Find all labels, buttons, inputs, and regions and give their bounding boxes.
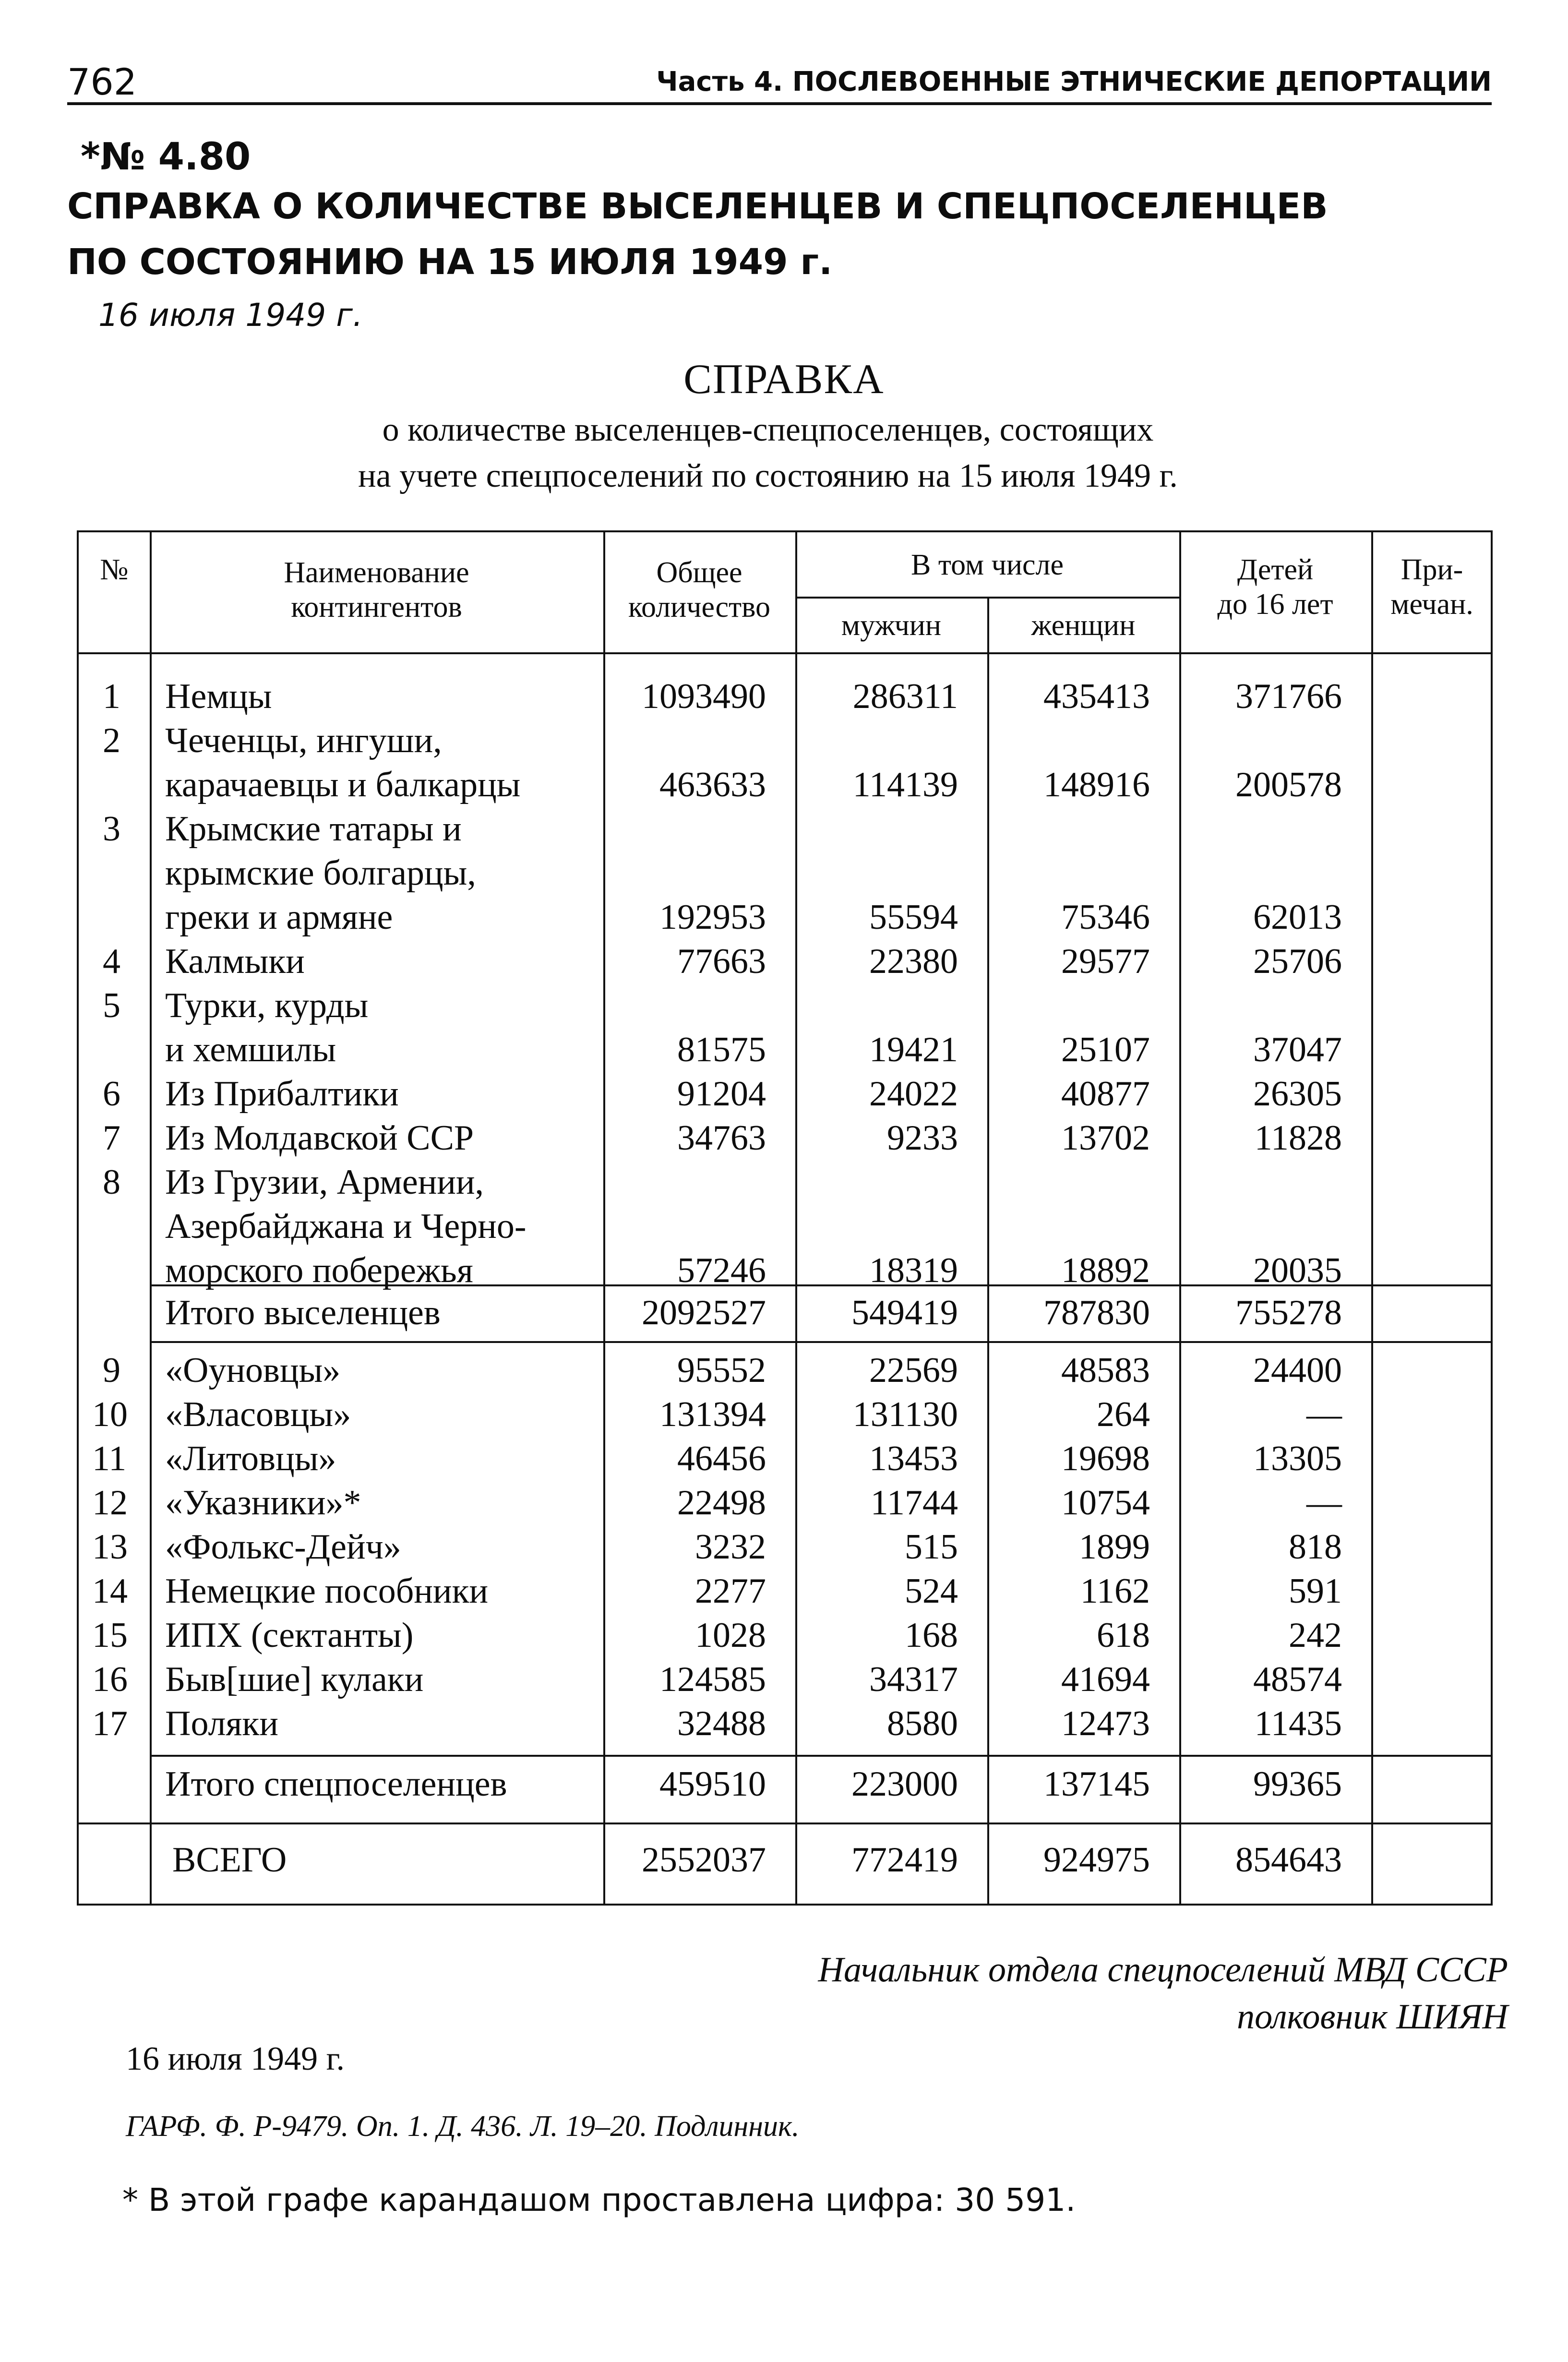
spravka-heading: СПРАВКА	[683, 356, 885, 403]
header-total	[603, 555, 795, 624]
row-name: «Оуновцы»	[165, 1351, 341, 1390]
subtotal-children: 755278	[1235, 1293, 1342, 1332]
row-women: 435413	[1043, 677, 1150, 716]
row-name-line: и хемшилы	[165, 1030, 336, 1069]
row-total: 77663	[677, 942, 766, 981]
grand-total-total: 2552037	[642, 1840, 766, 1880]
row-name: Быв[шие] кулаки	[165, 1660, 424, 1699]
row-name: Немецкие пособники	[165, 1571, 489, 1611]
row-name-line: Турки, курды	[165, 986, 369, 1025]
document-number: *№ 4.80	[81, 135, 251, 179]
subtotal-total: 459510	[659, 1764, 766, 1804]
table-vline	[1179, 532, 1181, 1904]
header-total-line: Общее	[656, 556, 742, 589]
row-number: 8	[103, 1163, 120, 1202]
row-name: «Власовцы»	[165, 1395, 351, 1434]
row-children: 591	[1289, 1571, 1342, 1611]
header-notes	[1371, 552, 1493, 622]
spravka-subtitle-line: на учете спецпоселений по состоянию на 15 июля 1949 г.	[358, 457, 1178, 494]
row-men: 34317	[869, 1660, 958, 1699]
row-name-line: Азербайджана и Черно-	[165, 1207, 527, 1246]
row-children: 200578	[1235, 765, 1342, 804]
subtotal-women: 787830	[1043, 1293, 1150, 1332]
table-hline	[150, 1755, 1493, 1757]
row-number: 13	[92, 1527, 128, 1567]
header-total-line: количество	[628, 591, 770, 623]
row-men: 8580	[887, 1704, 958, 1743]
row-number: 5	[103, 986, 120, 1025]
signature-date: 16 июля 1949 г.	[126, 2040, 345, 2077]
row-name-line: морского побережья	[165, 1251, 473, 1290]
row-name: «Указники»*	[165, 1483, 361, 1523]
row-number: 16	[92, 1660, 128, 1699]
row-women: 40877	[1061, 1074, 1150, 1114]
row-children: —	[1306, 1483, 1342, 1523]
subtotal-women: 137145	[1043, 1764, 1150, 1804]
row-number: 3	[103, 809, 120, 849]
row-number: 1	[103, 677, 120, 716]
archive-reference: ГАРФ. Ф. Р-9479. Оп. 1. Д. 436. Л. 19–20. Подлинник.	[126, 2110, 800, 2143]
grand-total-label: ВСЕГО	[172, 1840, 287, 1880]
subtotal-men: 549419	[851, 1293, 958, 1332]
row-name-line: Из Молдавской ССР	[165, 1118, 474, 1158]
row-women: 1899	[1079, 1527, 1150, 1567]
row-women: 48583	[1061, 1351, 1150, 1390]
row-name: «Фолькс-Дейч»	[165, 1527, 401, 1567]
table-vline	[150, 532, 152, 1904]
row-women: 29577	[1061, 942, 1150, 981]
row-children: 11435	[1254, 1704, 1342, 1743]
header-including: В том числе	[910, 549, 1064, 581]
row-name-line: Чеченцы, ингуши,	[165, 721, 442, 760]
row-women: 13702	[1061, 1118, 1150, 1158]
subtotal-label: Итого выселенцев	[165, 1293, 441, 1332]
table-vline	[1371, 532, 1373, 1904]
row-name-line: Из Прибалтики	[165, 1074, 399, 1114]
document-title	[67, 179, 1411, 290]
subtotal-label: Итого спецпоселенцев	[165, 1764, 507, 1804]
document-title-line: ПО СОСТОЯНИЮ НА 15 ИЮЛЯ 1949 г.	[67, 241, 833, 283]
spravka-subtitle	[240, 407, 1296, 499]
running-head	[67, 52, 1492, 105]
header-no: №	[100, 553, 129, 586]
grand-total-men: 772419	[851, 1840, 958, 1880]
row-children: 13305	[1253, 1439, 1342, 1478]
subtotal-men: 223000	[851, 1764, 958, 1804]
grand-total-children: 854643	[1235, 1840, 1342, 1880]
row-women: 12473	[1061, 1704, 1150, 1743]
row-total: 124585	[659, 1660, 766, 1699]
row-men: 114139	[852, 765, 958, 804]
header-name	[150, 555, 603, 624]
row-name-line: греки и армяне	[165, 898, 393, 937]
header-children-line: до 16 лет	[1217, 588, 1333, 621]
table-vline	[603, 532, 605, 1904]
row-number: 11	[92, 1439, 127, 1478]
footnote: * В этой графе карандашом проставлена цифра: 30 591.	[122, 2182, 1076, 2218]
row-men: 168	[905, 1616, 958, 1655]
row-number: 2	[103, 721, 120, 760]
signature-block	[818, 1946, 1508, 2040]
row-men: 22380	[869, 942, 958, 981]
spravka-subtitle-line: о количестве выселенцев-спецпоселенцев, состоящих	[382, 411, 1154, 448]
header-women: женщин	[1031, 609, 1136, 642]
row-women: 1162	[1080, 1571, 1150, 1611]
row-total: 2277	[695, 1571, 766, 1611]
signature-position: Начальник отдела спецпоселений МВД СССР	[818, 1950, 1508, 1990]
row-children: 818	[1289, 1527, 1342, 1567]
row-children: 242	[1289, 1616, 1342, 1655]
row-children: —	[1306, 1395, 1342, 1434]
grand-total-women: 924975	[1043, 1840, 1150, 1880]
row-children: 371766	[1235, 677, 1342, 716]
header-notes-line: мечан.	[1390, 588, 1473, 621]
row-children: 48574	[1253, 1660, 1342, 1699]
row-children: 11828	[1254, 1118, 1342, 1158]
row-number: 15	[92, 1616, 128, 1655]
row-total: 95552	[677, 1351, 766, 1390]
table-hline	[795, 597, 1179, 599]
row-name-line: Немцы	[165, 677, 272, 716]
row-women: 148916	[1043, 765, 1150, 804]
row-men: 524	[905, 1571, 958, 1611]
row-men: 24022	[869, 1074, 958, 1114]
row-men: 19421	[869, 1030, 958, 1069]
row-number: 10	[92, 1395, 128, 1434]
row-men: 55594	[869, 898, 958, 937]
table-vline	[987, 597, 989, 1904]
row-total: 57246	[677, 1251, 766, 1290]
row-total: 81575	[677, 1030, 766, 1069]
header-notes-line: При-	[1400, 553, 1463, 586]
row-children: 20035	[1253, 1251, 1342, 1290]
row-women: 41694	[1061, 1660, 1150, 1699]
row-name-line: Из Грузии, Армении,	[165, 1163, 484, 1202]
row-name: «Литовцы»	[165, 1439, 336, 1478]
header-name-line: контингентов	[291, 591, 462, 623]
document-title-line: СПРАВКА О КОЛИЧЕСТВЕ ВЫСЕЛЕНЦЕВ И СПЕЦПОСЕЛЕНЦЕВ	[67, 186, 1328, 227]
row-men: 18319	[869, 1251, 958, 1290]
row-total: 46456	[677, 1439, 766, 1478]
row-name-line: крымские болгарцы,	[165, 853, 476, 893]
row-men: 515	[905, 1527, 958, 1567]
row-total: 192953	[659, 898, 766, 937]
row-total: 32488	[677, 1704, 766, 1743]
row-children: 24400	[1253, 1351, 1342, 1390]
running-title: Часть 4. ПОСЛЕВОЕННЫЕ ЭТНИЧЕСКИЕ ДЕПОРТАЦИИ	[656, 66, 1492, 97]
row-women: 264	[1097, 1395, 1150, 1434]
row-name-line: карачаевцы и балкарцы	[165, 765, 521, 804]
row-total: 3232	[695, 1527, 766, 1567]
subtotal-total: 2092527	[642, 1293, 766, 1332]
row-number: 12	[92, 1483, 128, 1523]
table-vline	[795, 532, 797, 1904]
table-hline	[79, 652, 1491, 654]
row-total: 22498	[677, 1483, 766, 1523]
row-number: 17	[92, 1704, 128, 1743]
row-number: 7	[103, 1118, 120, 1158]
row-women: 19698	[1061, 1439, 1150, 1478]
row-women: 25107	[1061, 1030, 1150, 1069]
row-women: 18892	[1061, 1251, 1150, 1290]
row-number: 9	[103, 1351, 120, 1390]
row-name: Поляки	[165, 1704, 278, 1743]
row-number: 6	[103, 1074, 120, 1114]
row-children: 37047	[1253, 1030, 1342, 1069]
row-name-line: Калмыки	[165, 942, 305, 981]
row-total: 34763	[677, 1118, 766, 1158]
data-table	[77, 530, 1493, 1906]
header-children-line: Детей	[1237, 553, 1314, 586]
row-men: 286311	[852, 677, 958, 716]
row-total: 463633	[659, 765, 766, 804]
row-women: 75346	[1061, 898, 1150, 937]
row-number: 4	[103, 942, 120, 981]
row-total: 91204	[677, 1074, 766, 1114]
row-total: 1093490	[642, 677, 766, 716]
row-name-line: Крымские татары и	[165, 809, 462, 849]
signature-name: полковник ШИЯН	[1237, 1997, 1508, 2037]
row-number: 14	[92, 1571, 128, 1611]
header-men: мужчин	[841, 609, 942, 642]
row-children: 62013	[1253, 898, 1342, 937]
row-men: 9233	[887, 1118, 958, 1158]
subtotal-children: 99365	[1253, 1764, 1342, 1804]
row-men: 22569	[869, 1351, 958, 1390]
header-children	[1179, 552, 1371, 622]
row-children: 26305	[1253, 1074, 1342, 1114]
row-men: 11744	[870, 1483, 958, 1523]
table-hline	[150, 1341, 1493, 1343]
row-men: 13453	[869, 1439, 958, 1478]
row-men: 131130	[852, 1395, 958, 1434]
row-women: 618	[1097, 1616, 1150, 1655]
page-number: 762	[67, 60, 137, 103]
row-children: 25706	[1253, 942, 1342, 981]
table-hline	[79, 1822, 1491, 1824]
header-name-line: Наименование	[284, 556, 469, 589]
row-total: 1028	[695, 1616, 766, 1655]
row-name: ИПХ (сектанты)	[165, 1616, 414, 1655]
row-total: 131394	[659, 1395, 766, 1434]
row-women: 10754	[1061, 1483, 1150, 1523]
document-date: 16 июля 1949 г.	[98, 297, 363, 334]
